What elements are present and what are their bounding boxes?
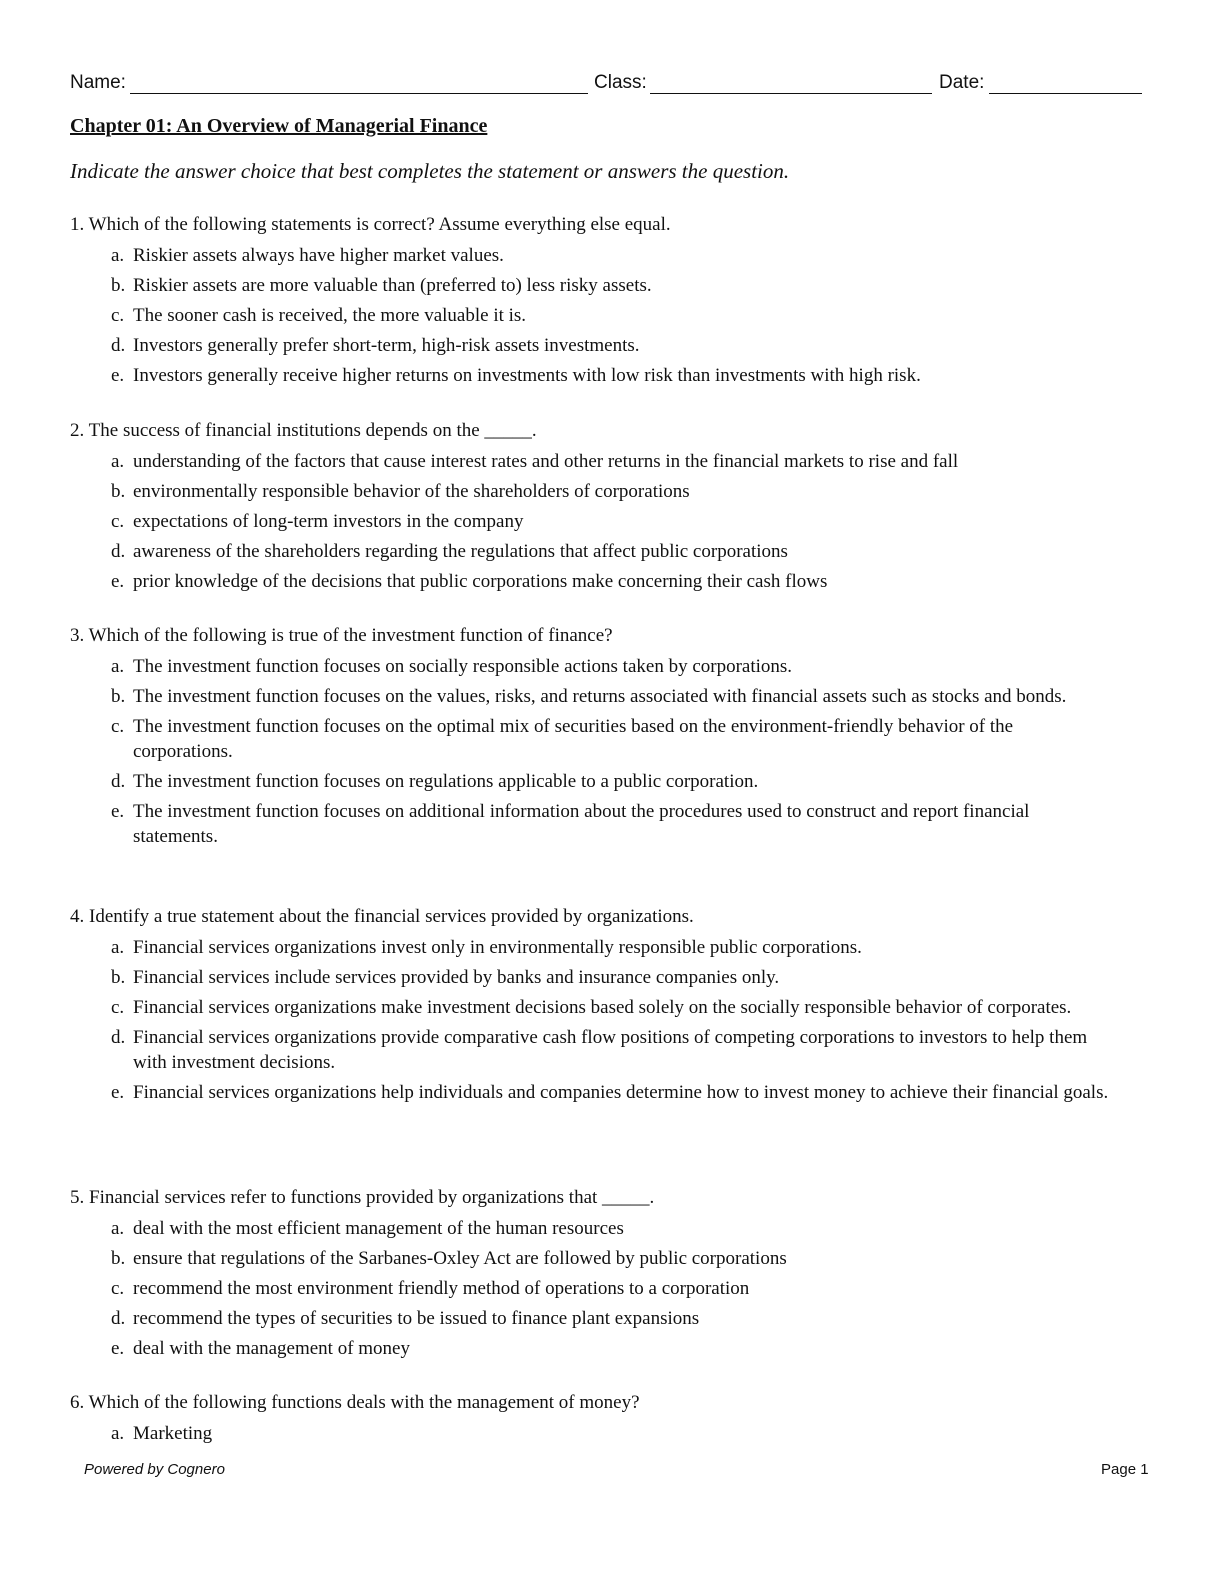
option-letter: d. [111,1308,126,1329]
question-stem: 2. The success of financial institutions depends on the _____. [70,420,537,441]
option-text: Riskier assets are more valuable than (preferred to) less risky assets. [133,275,652,296]
name-label: Name: [70,72,126,93]
option-letter: c. [111,997,125,1018]
question-stem: 3. Which of the following is true of the investment function of finance? [70,625,613,646]
option-letter: a. [111,1423,125,1444]
class-field[interactable] [650,93,932,94]
option-letter: e. [111,1338,125,1359]
option-letter: a. [111,451,125,472]
question-stem: 6. Which of the following functions deals with the management of money? [70,1392,640,1413]
name-field[interactable] [130,93,588,94]
option-text: prior knowledge of the decisions that public corporations make concerning their cash flows [133,571,828,592]
answer-option [70,799,1150,849]
option-text: The sooner cash is received, the more valuable it is. [133,305,527,326]
powered-by-footer: Powered by Cognero [84,1461,225,1478]
question-stem: 4. Identify a true statement about the financial services provided by organizations. [70,906,694,927]
option-letter: d. [111,771,126,792]
question-1 [70,212,1150,388]
option-letter: b. [111,967,126,988]
answer-option [70,1246,1150,1271]
instructions: Indicate the answer choice that best completes the statement or answers the question. [70,159,790,183]
class-label: Class: [594,72,647,93]
answer-option [70,1306,1150,1331]
answer-option [70,995,1150,1020]
date-label: Date: [939,72,985,93]
option-text: Financial services organizations make investment decisions based solely on the socially responsible behavior of corporates. [133,997,1072,1018]
option-letter: c. [111,716,125,737]
answer-option [70,509,1150,534]
option-text: The investment function focuses on the values, risks, and returns associated with financial assets such as stocks and bonds. [133,686,1067,707]
option-text: understanding of the factors that cause interest rates and other returns in the financial markets to rise and fall [133,451,959,472]
answer-option [70,449,1150,474]
option-text: ensure that regulations of the Sarbanes-Oxley Act are followed by public corporations [133,1248,787,1269]
answer-option [70,1080,1150,1105]
option-text: environmentally responsible behavior of the shareholders of corporations [133,481,690,502]
option-text: Financial services organizations provide comparative cash flow positions of competing corporations to investors to help them with investment decisions. [133,1027,1088,1073]
question-4 [70,904,1150,1105]
question-3 [70,623,1150,849]
option-letter: b. [111,686,126,707]
option-letter: a. [111,1218,125,1239]
option-text: recommend the types of securities to be issued to finance plant expansions [133,1308,700,1329]
answer-option [70,684,1150,709]
answer-option [70,1025,1150,1075]
question-2 [70,418,1150,594]
option-text: recommend the most environment friendly method of operations to a corporation [133,1278,750,1299]
answer-option [70,714,1150,764]
option-letter: b. [111,481,126,502]
option-letter: a. [111,245,125,266]
answer-option [70,654,1150,679]
answer-option [70,243,1150,268]
option-text: Investors generally receive higher returns on investments with low risk than investments with high risk. [133,365,921,386]
question-6 [70,1390,1150,1446]
option-letter: e. [111,1082,125,1103]
option-letter: e. [111,571,125,592]
option-letter: c. [111,511,125,532]
option-text: The investment function focuses on additional information about the procedures used to construct and report financial statements. [133,801,1030,847]
answer-option [70,1421,1150,1446]
answer-option [70,539,1150,564]
option-text: Financial services organizations help individuals and companies determine how to invest money to achieve their financial goals. [133,1082,1109,1103]
option-letter: a. [111,656,125,677]
student-info-header [70,70,1142,98]
answer-option [70,935,1150,960]
answer-option [70,479,1150,504]
answer-option [70,1276,1150,1301]
chapter-title: Chapter 01: An Overview of Managerial Finance [70,115,488,137]
option-text: Financial services include services provided by banks and insurance companies only. [133,967,780,988]
option-text: The investment function focuses on socially responsible actions taken by corporations. [133,656,793,677]
option-text: Investors generally prefer short-term, high-risk assets investments. [133,335,640,356]
option-letter: c. [111,305,125,326]
question-stem: 5. Financial services refer to functions provided by organizations that _____. [70,1187,655,1208]
option-text: expectations of long-term investors in the company [133,511,524,532]
option-letter: e. [111,365,125,386]
answer-option [70,273,1150,298]
option-letter: a. [111,937,125,958]
answer-option [70,333,1150,358]
option-text: Riskier assets always have higher market values. [133,245,504,266]
option-text: awareness of the shareholders regarding the regulations that affect public corporations [133,541,788,562]
option-letter: c. [111,1278,125,1299]
answer-option [70,769,1150,794]
answer-option [70,363,1150,388]
option-text: deal with the management of money [133,1338,410,1359]
option-text: deal with the most efficient management of the human resources [133,1218,624,1239]
answer-option [70,1336,1150,1361]
question-stem: 1. Which of the following statements is correct? Assume everything else equal. [70,214,671,235]
answer-option [70,1216,1150,1241]
option-letter: b. [111,275,126,296]
answer-option [70,965,1150,990]
date-field[interactable] [989,93,1142,94]
page-number: Page 1 [1101,1461,1149,1478]
option-letter: d. [111,541,126,562]
option-letter: b. [111,1248,126,1269]
option-text: The investment function focuses on regulations applicable to a public corporation. [133,771,759,792]
option-text: The investment function focuses on the optimal mix of securities based on the environment-friendly behavior of the corporations. [133,716,1014,762]
option-text: Marketing [133,1423,213,1444]
option-text: Financial services organizations invest only in environmentally responsible public corporations. [133,937,862,958]
option-letter: d. [111,335,126,356]
question-5 [70,1185,1150,1361]
option-letter: e. [111,801,125,822]
answer-option [70,303,1150,328]
option-letter: d. [111,1027,126,1048]
answer-option [70,569,1150,594]
